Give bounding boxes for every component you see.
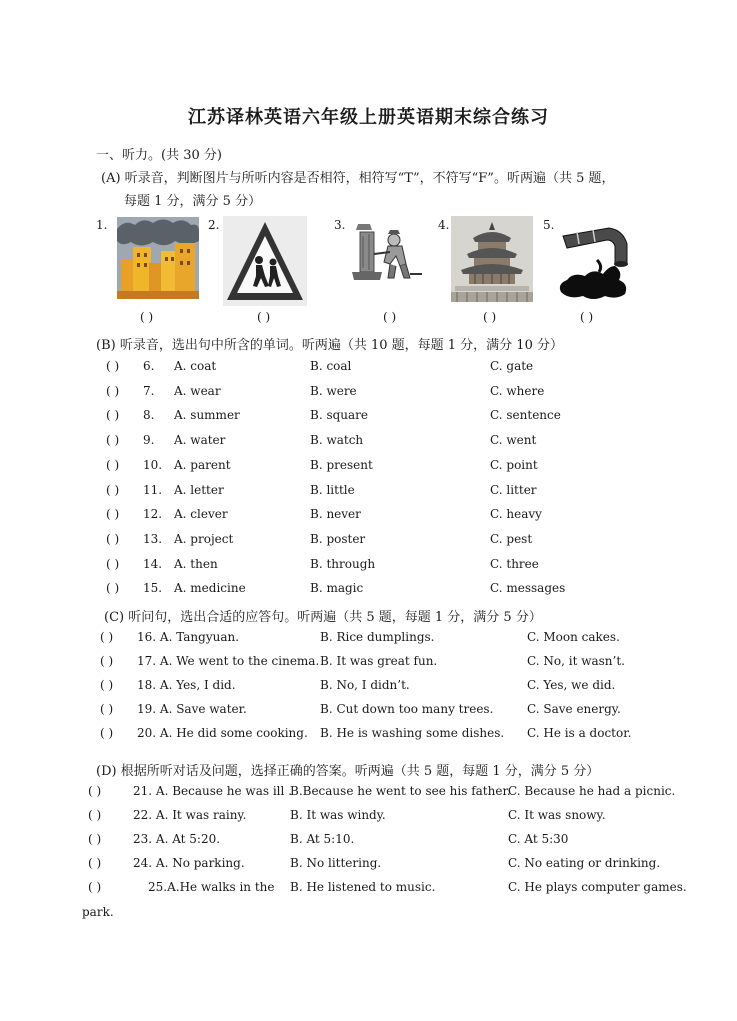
- option-a: 23. A. At 5:20.: [133, 832, 221, 846]
- section-heading: 一、听力。(共 30 分): [96, 148, 222, 163]
- option-b: B. coal: [310, 359, 352, 373]
- option-c: C. It was snowy.: [508, 808, 606, 822]
- question-number: 6.: [143, 359, 155, 373]
- option-b: B. were: [310, 383, 357, 398]
- option-a: 24. A. No parking.: [133, 856, 245, 870]
- option-c: C. He is a doctor.: [527, 726, 632, 740]
- option-c: C. messages: [490, 581, 566, 596]
- answer-blank[interactable]: ( ): [106, 482, 120, 497]
- answer-blank[interactable]: ( ): [106, 457, 120, 472]
- part-b-instructions: (B) 听录音，选出句中所含的单词。听两遍（共 10 题，每题 1 分，满分 10 分）: [96, 338, 563, 353]
- question-text-wrap: park.: [82, 905, 114, 919]
- option-a: A. clever: [174, 507, 228, 522]
- picture-number: 2.: [208, 218, 220, 232]
- answer-blank[interactable]: ( ): [140, 310, 154, 324]
- option-b: B. present: [310, 457, 373, 472]
- answer-blank[interactable]: ( ): [106, 507, 120, 522]
- part-c-instructions: (C) 听问句，选出合适的应答句。听两遍（共 5 题，每题 1 分，满分 5 分）: [104, 610, 542, 625]
- option-a: A. project: [174, 531, 234, 546]
- oil-pipe-pollution-icon: [557, 222, 633, 304]
- option-b: B. At 5:10.: [290, 832, 355, 846]
- picture-number: 4.: [438, 218, 450, 232]
- question-number: 11.: [143, 482, 163, 497]
- answer-blank[interactable]: ( ): [88, 832, 102, 846]
- option-a: 20. A. He did some cooking.: [137, 726, 308, 740]
- option-a: A. summer: [174, 408, 240, 423]
- answer-blank[interactable]: ( ): [100, 654, 114, 668]
- option-a: A. water: [174, 433, 226, 448]
- option-c: C. At 5:30: [508, 832, 569, 846]
- answer-blank[interactable]: ( ): [483, 310, 497, 324]
- answer-blank[interactable]: ( ): [106, 433, 120, 448]
- option-c: C. gate: [490, 359, 534, 373]
- option-a: 25.A.He walks in the: [148, 880, 275, 894]
- option-b: B. Cut down too many trees.: [320, 702, 494, 716]
- option-c: C. pest: [490, 531, 533, 546]
- option-a: A. letter: [174, 482, 224, 497]
- option-a: A. wear: [174, 383, 221, 398]
- option-c: C. Because he had a picnic.: [508, 784, 676, 798]
- question-number: 14.: [143, 556, 163, 571]
- question-number: 8.: [143, 408, 155, 423]
- option-b: B. little: [310, 482, 355, 497]
- answer-blank[interactable]: ( ): [106, 383, 120, 398]
- part-a-instructions: (A) 听录音，判断图片与所听内容是否相符，相符写“T”，不符写“F”。听两遍（共 5 题，: [101, 171, 615, 186]
- option-a: 22. A. It was rainy.: [133, 808, 247, 822]
- option-c: C. Moon cakes.: [527, 630, 620, 644]
- picture-number: 1.: [96, 218, 108, 232]
- option-c: C. No, it wasn’t.: [527, 654, 625, 668]
- answer-blank[interactable]: ( ): [257, 310, 271, 324]
- option-b: B. He is washing some dishes.: [320, 726, 505, 740]
- answer-blank[interactable]: ( ): [106, 359, 120, 373]
- option-a: A. then: [174, 556, 218, 571]
- answer-blank[interactable]: ( ): [580, 310, 594, 324]
- answer-blank[interactable]: ( ): [106, 408, 120, 423]
- option-c: C. He plays computer games.: [508, 880, 687, 894]
- option-c: C. Yes, we did.: [527, 678, 616, 692]
- answer-blank[interactable]: ( ): [88, 784, 102, 798]
- picture-number: 5.: [543, 218, 555, 232]
- option-c: C. litter: [490, 482, 537, 497]
- question-number: 13.: [143, 531, 163, 546]
- question-number: 12.: [143, 507, 163, 522]
- option-b: B. No littering.: [290, 856, 382, 870]
- option-b: B. through: [310, 556, 376, 571]
- answer-blank[interactable]: ( ): [100, 726, 114, 740]
- answer-blank[interactable]: ( ): [88, 880, 102, 894]
- question-number: 7.: [143, 383, 155, 398]
- option-a: 16. A. Tangyuan.: [137, 630, 240, 644]
- option-a: 17. A. We went to the cinema.: [137, 654, 320, 668]
- option-c: C. point: [490, 457, 538, 472]
- option-c: C. Save energy.: [527, 702, 621, 716]
- temple-of-heaven-icon: [451, 216, 533, 302]
- answer-blank[interactable]: ( ): [100, 630, 114, 644]
- answer-blank[interactable]: ( ): [88, 856, 102, 870]
- question-number: 15.: [143, 581, 163, 596]
- option-a: 21. A. Because he was ill .: [133, 784, 292, 798]
- question-number: 10.: [143, 457, 163, 472]
- children-crossing-sign-icon: [223, 216, 307, 306]
- option-b: B. It was windy.: [290, 808, 386, 822]
- option-c: C. three: [490, 556, 539, 571]
- man-cutting-tree-icon: [350, 218, 424, 288]
- option-c: C. sentence: [490, 408, 561, 423]
- page-title: 江苏译林英语六年级上册英语期末综合练习: [188, 107, 549, 128]
- option-b: B. It was great fun.: [320, 654, 438, 668]
- polluted-city-icon: [117, 217, 199, 299]
- option-a: A. parent: [174, 457, 231, 472]
- option-b: B. No, I didn’t.: [320, 678, 410, 692]
- answer-blank[interactable]: ( ): [100, 702, 114, 716]
- question-number: 9.: [143, 433, 155, 448]
- option-b: B. poster: [310, 531, 366, 546]
- option-b: B.Because he went to see his father.: [290, 784, 511, 798]
- option-b: B. magic: [310, 581, 364, 596]
- picture-number: 3.: [334, 218, 346, 232]
- option-c: C. heavy: [490, 507, 542, 522]
- option-b: B. never: [310, 507, 361, 522]
- option-c: C. went: [490, 433, 537, 448]
- option-c: C. where: [490, 383, 545, 398]
- option-c: C. No eating or drinking.: [508, 856, 661, 870]
- option-b: B. He listened to music.: [290, 880, 436, 894]
- option-a: 19. A. Save water.: [137, 702, 247, 716]
- answer-blank[interactable]: ( ): [88, 808, 102, 822]
- option-b: B. watch: [310, 433, 364, 448]
- option-a: A. medicine: [174, 581, 246, 596]
- part-d-instructions: (D) 根据所听对话及问题，选择正确的答案。听两遍（共 5 题，每题 1 分，满分 5 分）: [96, 764, 600, 779]
- option-b: B. square: [310, 408, 369, 423]
- answer-blank[interactable]: ( ): [106, 556, 120, 571]
- answer-blank[interactable]: ( ): [106, 581, 120, 596]
- part-a-instructions-cont: 每题 1 分，满分 5 分）: [124, 194, 262, 209]
- answer-blank[interactable]: ( ): [106, 531, 120, 546]
- option-b: B. Rice dumplings.: [320, 630, 435, 644]
- option-a: A. coat: [174, 359, 217, 373]
- answer-blank[interactable]: ( ): [100, 678, 114, 692]
- answer-blank[interactable]: ( ): [383, 310, 397, 324]
- option-a: 18. A. Yes, I did.: [137, 678, 236, 692]
